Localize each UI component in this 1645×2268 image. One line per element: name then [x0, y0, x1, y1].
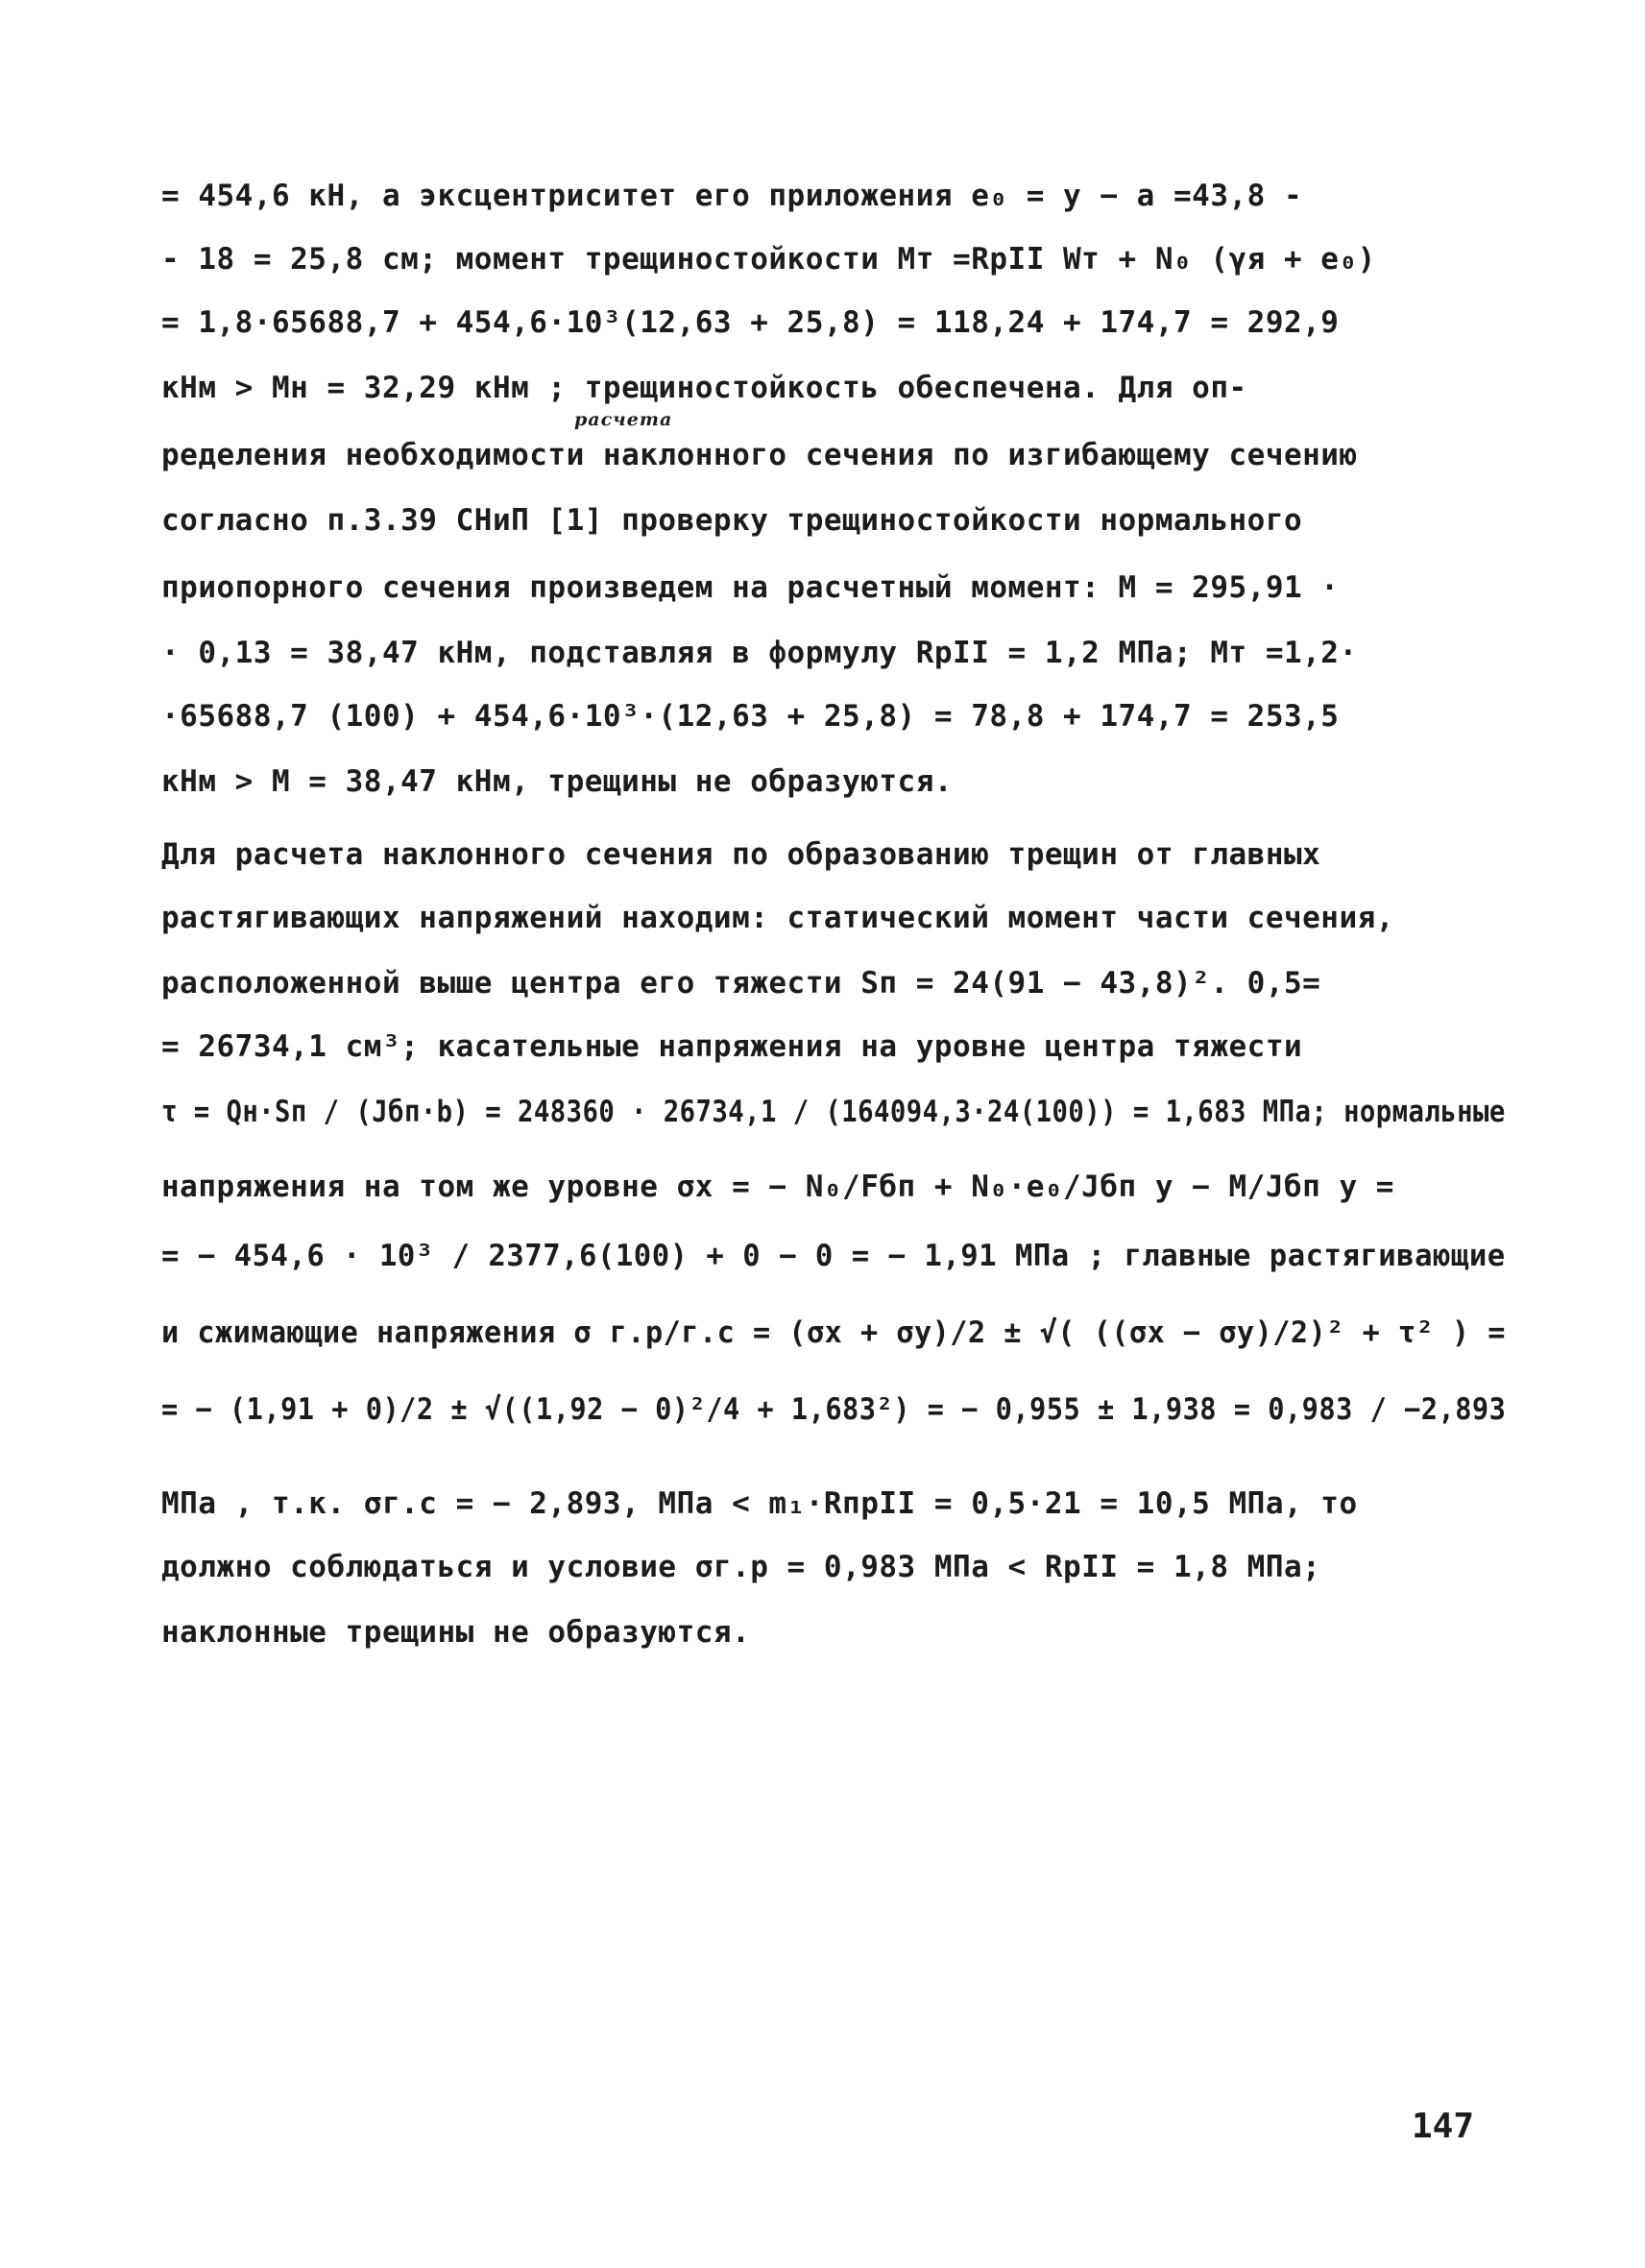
text-line: растягивающих напряжений находим: статический момент части сечения, — [161, 901, 1394, 935]
text-line: = 1,8·65688,7 + 454,6·10³(12,63 + 25,8) = 118,24 + 174,7 = 292,9 — [161, 305, 1340, 340]
text-line: - 18 = 25,8 см; момент трещиностойкости Mт =RрII Wт + N₀ (γя + e₀) — [161, 242, 1376, 277]
text-line: = 26734,1 см³; касательные напряжения на уровне центра тяжести — [161, 1029, 1303, 1064]
page-number: 147 — [1412, 2107, 1475, 2146]
text-line: = 454,6 кН, а эксцентриситет его приложения e₀ = y − a =43,8 - — [161, 179, 1303, 213]
text-line: расположенной выше центра его тяжести Sп = 24(91 − 43,8)². 0,5= — [161, 966, 1321, 1001]
formula-line: и сжимающие напряжения σ г.р/г.с = (σx + σy)/2 ± √( ((σx − σy)/2)² + τ² ) = — [161, 1315, 1506, 1350]
text-line: · 0,13 = 38,47 кНм, подставляя в формулу RрII = 1,2 МПа; Mт =1,2· — [161, 636, 1358, 670]
text-line: ределения необходимости наклонного сечения по изгибающему сечению — [161, 438, 1358, 472]
formula-line: напряжения на том же уровне σx = − N₀/Fбп + N₀·e₀/Jбп y − M/Jбп y = — [161, 1170, 1394, 1204]
formula-line: = − 454,6 · 10³ / 2377,6(100) + 0 − 0 = − 1,91 МПа ; главные растягивающие — [161, 1239, 1506, 1273]
text-line: приопорного сечения произведем на расчетный момент: M = 295,91 · — [161, 570, 1340, 605]
formula-line: = − (1,91 + 0)/2 ± √((1,92 − 0)²/4 + 1,683²) = − 0,955 ± 1,938 = 0,983 / −2,893 — [161, 1392, 1507, 1427]
text-line: кНм > M = 38,47 кНм, трещины не образуются. — [161, 764, 954, 799]
text-line: должно соблюдаться и условие σг.р = 0,983 МПа < RрII = 1,8 МПа; — [161, 1550, 1321, 1584]
text-line: Для расчета наклонного сечения по образованию трещин от главных — [161, 837, 1321, 872]
text-line: МПа , т.к. σг.с = − 2,893, МПа < m₁·RпрII = 0,5·21 = 10,5 МПа, то — [161, 1486, 1358, 1521]
text-line: согласно п.3.39 СНиП [1] проверку трещиностойкости нормального — [161, 503, 1303, 538]
text-line: ·65688,7 (100) + 454,6·10³·(12,63 + 25,8) = 78,8 + 174,7 = 253,5 — [161, 699, 1340, 734]
text-line: наклонные трещины не образуются. — [161, 1615, 751, 1650]
formula-line: τ = Qн·Sп / (Jбп·b) = 248360 · 26734,1 / (164094,3·24(100)) = 1,683 МПа; нормальные — [161, 1095, 1506, 1129]
text-line: кНм > Mн = 32,29 кНм ; трещиностойкость обеспечена. Для оп- — [161, 371, 1247, 405]
handwritten-insertion: расчета — [574, 409, 673, 430]
